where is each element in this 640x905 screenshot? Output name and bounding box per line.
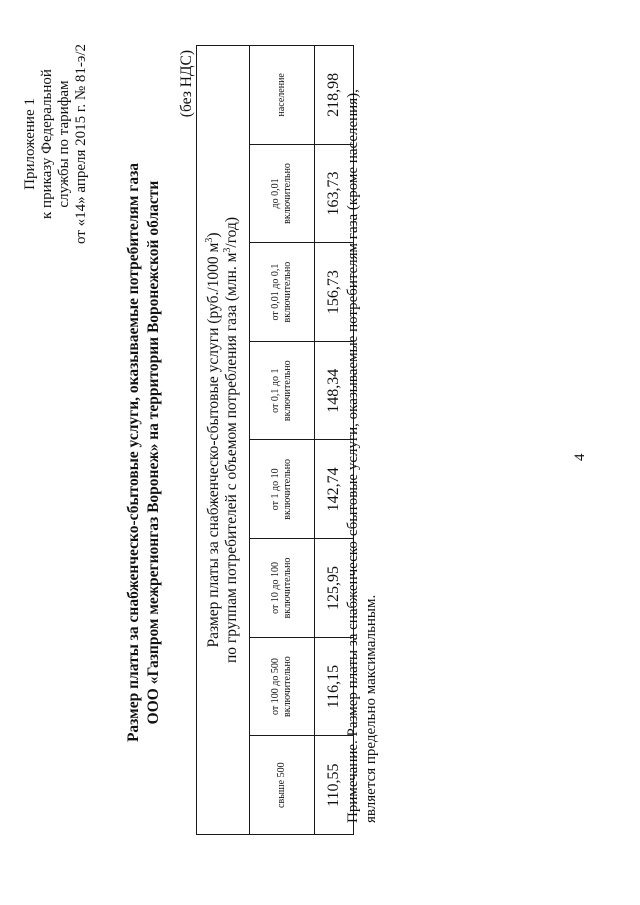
group-range: от 100 до 500: [270, 658, 281, 715]
title-line: Размер платы за снабженческо-сбытовые услуги, оказываемые потребителям газа: [125, 162, 142, 743]
document-title: [124, 0, 164, 905]
group-cell: [250, 440, 315, 539]
value-cell: 148,34: [315, 341, 354, 440]
header-text: ): [205, 232, 222, 238]
value-cell: 163,73: [315, 144, 354, 243]
group-range: от 10 до 100: [270, 562, 281, 614]
value-cell: 156,73: [315, 243, 354, 342]
value-cell: 116,15: [315, 637, 354, 736]
group-cell: [250, 144, 315, 243]
table-header-row: [197, 46, 250, 835]
group-range: от 0,1 до 1: [270, 368, 281, 413]
appendix-line: службы по тарифам: [56, 80, 72, 208]
appendix-line: от «14» апреля 2015 г. № 81-э/2: [73, 43, 89, 244]
header-text: Размер платы за снабженческо-сбытовые услуги (руб./1000 м: [205, 242, 222, 648]
group-range: население: [276, 73, 287, 117]
appendix-block: [22, 44, 90, 244]
group-note: включительно: [282, 656, 293, 717]
group-cell: [250, 736, 315, 835]
header-text: по группам потребителей с объемом потребления газа (млн. м: [223, 252, 240, 664]
table-header-cell: [197, 46, 250, 835]
group-cell: [250, 341, 315, 440]
group-range: до 0,01: [270, 178, 281, 209]
header-line: [205, 46, 223, 834]
title-line: ООО «Газпром межрегионгаз Воронеж» на территории Воронежской области: [145, 180, 162, 725]
appendix-line: Приложение 1: [22, 98, 38, 190]
value-cell: 142,74: [315, 440, 354, 539]
appendix-line: к приказу Федеральной: [39, 69, 55, 219]
group-cell: [250, 243, 315, 342]
footnote: Примечание. Размер платы за снабженческо-сбытовые услуги, оказываемые потребителям газа (кроме населения), является предельно максимальным.: [345, 89, 379, 823]
group-note: включительно: [282, 557, 293, 619]
group-note: включительно: [282, 458, 293, 520]
tariff-table: [196, 45, 354, 835]
table-group-row: [250, 46, 315, 835]
group-range: свыше 500: [276, 762, 287, 808]
group-note: включительно: [282, 261, 293, 323]
group-cell: [250, 46, 315, 145]
header-superscript: 3: [203, 237, 215, 243]
header-line: [223, 46, 241, 834]
group-note: включительно: [282, 360, 293, 422]
value-cell: 110,55: [315, 736, 354, 835]
group-range: от 1 до 10: [270, 468, 281, 511]
group-note: включительно: [282, 163, 293, 224]
value-cell: 218,98: [315, 46, 354, 145]
header-superscript: 3: [221, 247, 233, 253]
page-number: 4: [572, 453, 588, 461]
group-range: от 0,01 до 0,1: [270, 263, 281, 321]
group-cell: [250, 539, 315, 638]
group-cell: [250, 637, 315, 736]
vat-note: (без НДС): [178, 50, 195, 118]
value-cell: 125,95: [315, 539, 354, 638]
header-text: /год): [223, 216, 240, 248]
